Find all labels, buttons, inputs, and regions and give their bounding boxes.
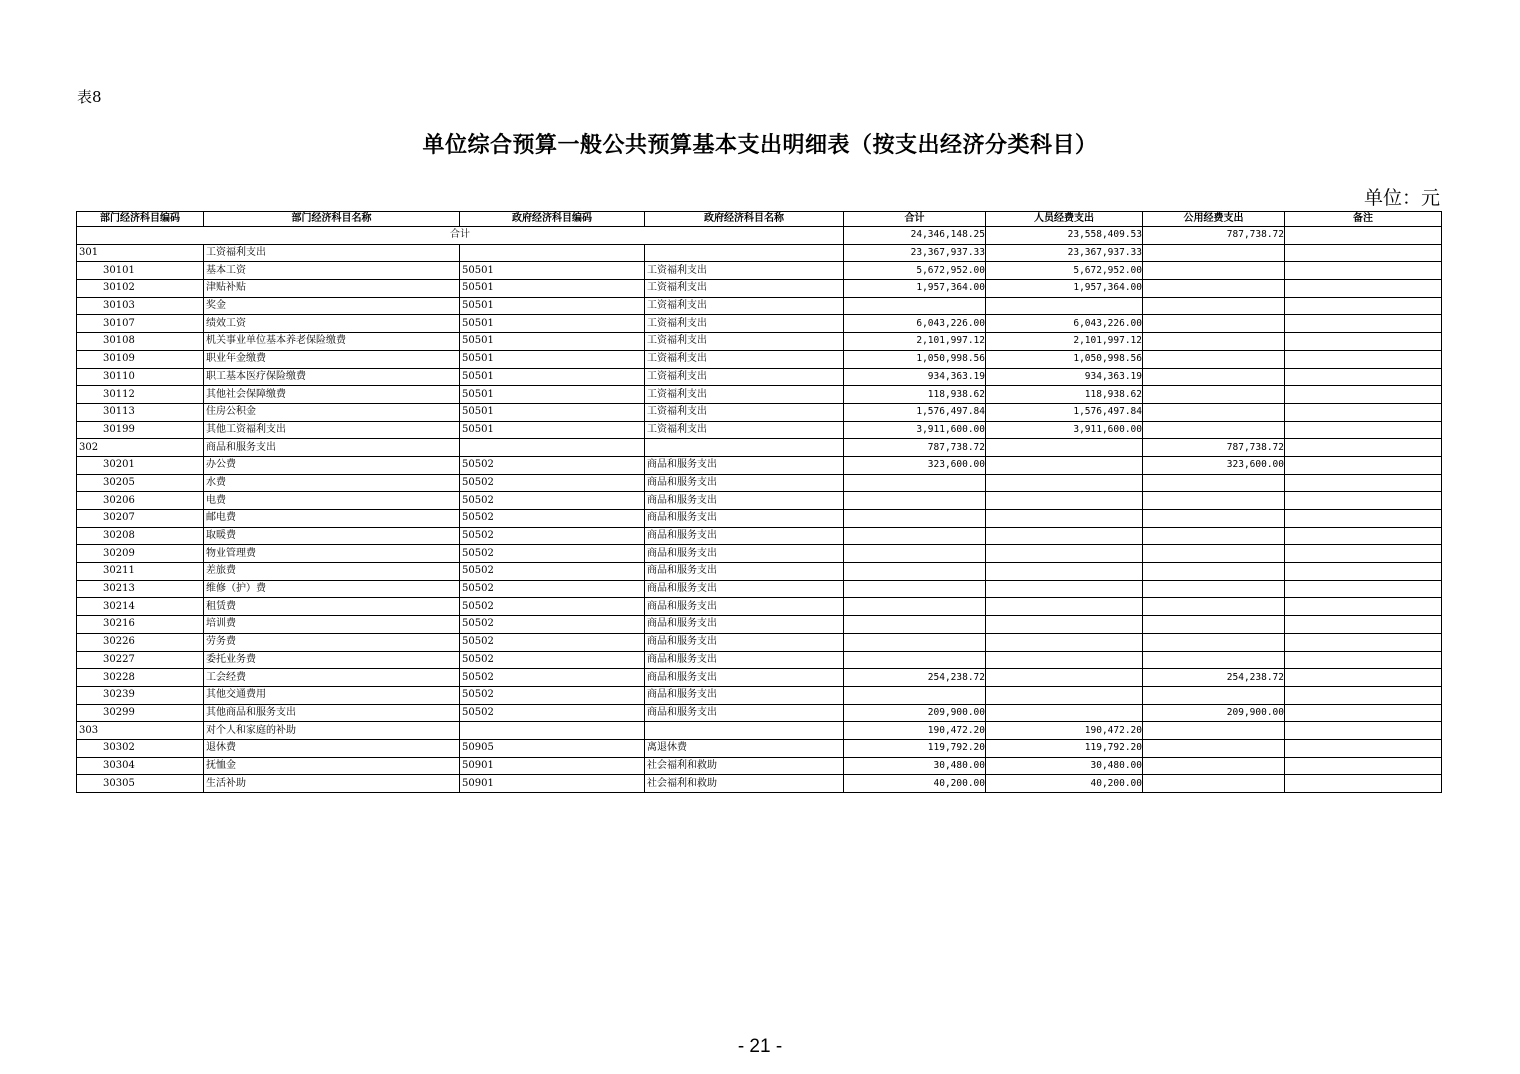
table-row (77, 350, 1442, 368)
personnel-cell (986, 563, 1143, 581)
dept-code-cell: 30302 (77, 739, 204, 757)
gov-code-cell: 50501 (460, 315, 645, 333)
note-cell (1285, 510, 1442, 528)
gov-name-cell: 工资福利支出 (645, 280, 844, 298)
note-cell (1285, 580, 1442, 598)
gov-code-cell: 50502 (460, 492, 645, 510)
public-cell (1143, 386, 1285, 404)
public-cell (1143, 722, 1285, 740)
dept-code-cell: 30213 (77, 580, 204, 598)
personnel-cell (986, 633, 1143, 651)
personnel-cell (986, 510, 1143, 528)
dept-name-cell: 水费 (204, 474, 460, 492)
dept-name-cell: 邮电费 (204, 510, 460, 528)
table-row (77, 386, 1442, 404)
gov-code-cell: 50901 (460, 775, 645, 793)
total-cell: 119,792.20 (844, 739, 986, 757)
dept-name-cell: 其他工资福利支出 (204, 421, 460, 439)
gov-name-cell: 商品和服务支出 (645, 633, 844, 651)
dept-name-cell: 培训费 (204, 616, 460, 634)
public-cell (1143, 686, 1285, 704)
public-cell: 209,900.00 (1143, 704, 1285, 722)
column-header: 部门经济科目编码 (77, 212, 204, 227)
table-row (77, 297, 1442, 315)
total-note (1285, 227, 1442, 245)
public-cell (1143, 492, 1285, 510)
public-cell (1143, 403, 1285, 421)
total-cell: 2,101,997.12 (844, 333, 986, 351)
column-header: 政府经济科目名称 (645, 212, 844, 227)
table-row (77, 669, 1442, 687)
note-cell (1285, 333, 1442, 351)
total-cell: 23,367,937.33 (844, 244, 986, 262)
note-cell (1285, 386, 1442, 404)
public-cell (1143, 244, 1285, 262)
public-cell (1143, 280, 1285, 298)
gov-code-cell: 50502 (460, 669, 645, 687)
table-row (77, 492, 1442, 510)
dept-code-cell: 30109 (77, 350, 204, 368)
note-cell (1285, 563, 1442, 581)
dept-code-cell: 30209 (77, 545, 204, 563)
dept-code-cell: 30108 (77, 333, 204, 351)
note-cell (1285, 598, 1442, 616)
column-header: 合计 (844, 212, 986, 227)
gov-name-cell: 工资福利支出 (645, 421, 844, 439)
column-header: 部门经济科目名称 (204, 212, 460, 227)
table-row (77, 262, 1442, 280)
dept-name-cell: 住房公积金 (204, 403, 460, 421)
gov-code-cell: 50501 (460, 333, 645, 351)
gov-code-cell: 50502 (460, 598, 645, 616)
public-cell (1143, 598, 1285, 616)
total-cell (844, 598, 986, 616)
dept-code-cell: 30299 (77, 704, 204, 722)
dept-code-cell: 30227 (77, 651, 204, 669)
public-cell (1143, 545, 1285, 563)
gov-code-cell (460, 439, 645, 457)
category-row (77, 439, 1442, 457)
personnel-cell: 190,472.20 (986, 722, 1143, 740)
personnel-cell: 3,911,600.00 (986, 421, 1143, 439)
note-cell (1285, 421, 1442, 439)
dept-code-cell: 30214 (77, 598, 204, 616)
table-row (77, 598, 1442, 616)
total-cell (844, 527, 986, 545)
total-cell: 1,576,497.84 (844, 403, 986, 421)
dept-code-cell: 30208 (77, 527, 204, 545)
dept-code-cell: 30206 (77, 492, 204, 510)
table-row (77, 315, 1442, 333)
personnel-cell: 5,672,952.00 (986, 262, 1143, 280)
dept-code-cell: 30110 (77, 368, 204, 386)
table-row (77, 651, 1442, 669)
dept-name-cell: 职工基本医疗保险缴费 (204, 368, 460, 386)
dept-name-cell: 奖金 (204, 297, 460, 315)
public-cell: 323,600.00 (1143, 456, 1285, 474)
gov-code-cell: 50502 (460, 545, 645, 563)
total-cell (844, 686, 986, 704)
gov-name-cell: 工资福利支出 (645, 368, 844, 386)
table-row (77, 403, 1442, 421)
total-cell: 118,938.62 (844, 386, 986, 404)
dept-code-cell: 301 (77, 244, 204, 262)
gov-code-cell: 50502 (460, 580, 645, 598)
total-cell: 323,600.00 (844, 456, 986, 474)
note-cell (1285, 527, 1442, 545)
dept-name-cell: 津贴补贴 (204, 280, 460, 298)
gov-code-cell: 50502 (460, 474, 645, 492)
note-cell (1285, 315, 1442, 333)
gov-name-cell: 商品和服务支出 (645, 510, 844, 528)
dept-code-cell: 30305 (77, 775, 204, 793)
gov-name-cell: 社会福利和救助 (645, 757, 844, 775)
dept-code-cell: 30199 (77, 421, 204, 439)
personnel-cell: 119,792.20 (986, 739, 1143, 757)
table-row (77, 333, 1442, 351)
note-cell (1285, 633, 1442, 651)
note-cell (1285, 616, 1442, 634)
note-cell (1285, 704, 1442, 722)
column-header: 人员经费支出 (986, 212, 1143, 227)
gov-code-cell: 50501 (460, 421, 645, 439)
gov-code-cell: 50501 (460, 280, 645, 298)
gov-name-cell: 商品和服务支出 (645, 580, 844, 598)
note-cell (1285, 492, 1442, 510)
gov-name-cell: 商品和服务支出 (645, 704, 844, 722)
total-cell: 5,672,952.00 (844, 262, 986, 280)
gov-code-cell: 50502 (460, 616, 645, 634)
table-row (77, 739, 1442, 757)
unit-label: 单位：元 (1363, 187, 1440, 209)
personnel-cell: 1,957,364.00 (986, 280, 1143, 298)
table-row (77, 580, 1442, 598)
total-cell: 1,050,998.56 (844, 350, 986, 368)
dept-name-cell: 商品和服务支出 (204, 439, 460, 457)
dept-code-cell: 30239 (77, 686, 204, 704)
table-row (77, 757, 1442, 775)
personnel-cell: 934,363.19 (986, 368, 1143, 386)
gov-name-cell: 商品和服务支出 (645, 563, 844, 581)
personnel-cell: 30,480.00 (986, 757, 1143, 775)
gov-name-cell: 工资福利支出 (645, 262, 844, 280)
total-row (77, 227, 1442, 245)
total-cell (844, 580, 986, 598)
table-row (77, 527, 1442, 545)
gov-code-cell: 50501 (460, 403, 645, 421)
dept-code-cell: 30226 (77, 633, 204, 651)
dept-name-cell: 职业年金缴费 (204, 350, 460, 368)
table-number-label: 表8 (77, 88, 102, 106)
dept-name-cell: 其他商品和服务支出 (204, 704, 460, 722)
total-cell: 1,957,364.00 (844, 280, 986, 298)
dept-code-cell: 302 (77, 439, 204, 457)
gov-name-cell: 工资福利支出 (645, 386, 844, 404)
gov-name-cell: 商品和服务支出 (645, 527, 844, 545)
note-cell (1285, 350, 1442, 368)
public-cell (1143, 616, 1285, 634)
total-cell: 787,738.72 (844, 439, 986, 457)
total-cell: 190,472.20 (844, 722, 986, 740)
gov-name-cell: 商品和服务支出 (645, 651, 844, 669)
personnel-cell (986, 669, 1143, 687)
gov-code-cell: 50502 (460, 686, 645, 704)
gov-code-cell: 50502 (460, 563, 645, 581)
gov-name-cell (645, 722, 844, 740)
table-row (77, 510, 1442, 528)
personnel-cell (986, 580, 1143, 598)
public-cell (1143, 262, 1285, 280)
category-row (77, 722, 1442, 740)
dept-name-cell: 基本工资 (204, 262, 460, 280)
gov-code-cell: 50502 (460, 633, 645, 651)
personnel-cell (986, 474, 1143, 492)
public-cell: 254,238.72 (1143, 669, 1285, 687)
personnel-cell (986, 545, 1143, 563)
total-cell: 30,480.00 (844, 757, 986, 775)
table-row (77, 633, 1442, 651)
public-cell (1143, 333, 1285, 351)
table-row (77, 368, 1442, 386)
personnel-cell: 1,576,497.84 (986, 403, 1143, 421)
document-title: 单位综合预算一般公共预算基本支出明细表（按支出经济分类科目） (422, 132, 1098, 158)
page-number: - 21 - (737, 1036, 783, 1057)
public-cell (1143, 775, 1285, 793)
public-cell (1143, 350, 1285, 368)
total-personnel: 23,558,409.53 (986, 227, 1143, 245)
dept-code-cell: 30211 (77, 563, 204, 581)
dept-code-cell: 30216 (77, 616, 204, 634)
total-cell: 3,911,600.00 (844, 421, 986, 439)
gov-code-cell: 50501 (460, 262, 645, 280)
gov-code-cell: 50502 (460, 510, 645, 528)
gov-name-cell: 社会福利和救助 (645, 775, 844, 793)
dept-code-cell: 303 (77, 722, 204, 740)
personnel-cell (986, 686, 1143, 704)
dept-code-cell: 30101 (77, 262, 204, 280)
public-cell (1143, 757, 1285, 775)
personnel-cell (986, 598, 1143, 616)
table-row (77, 563, 1442, 581)
gov-name-cell: 商品和服务支出 (645, 616, 844, 634)
note-cell (1285, 669, 1442, 687)
table-row (77, 686, 1442, 704)
dept-name-cell: 取暖费 (204, 527, 460, 545)
total-cell (844, 492, 986, 510)
note-cell (1285, 262, 1442, 280)
gov-name-cell: 商品和服务支出 (645, 456, 844, 474)
total-label: 合计 (77, 227, 844, 245)
dept-name-cell: 劳务费 (204, 633, 460, 651)
dept-code-cell: 30103 (77, 297, 204, 315)
public-cell (1143, 580, 1285, 598)
budget-table (76, 211, 1442, 793)
dept-code-cell: 30228 (77, 669, 204, 687)
personnel-cell: 23,367,937.33 (986, 244, 1143, 262)
personnel-cell (986, 297, 1143, 315)
public-cell (1143, 739, 1285, 757)
gov-name-cell: 商品和服务支出 (645, 545, 844, 563)
gov-name-cell: 商品和服务支出 (645, 669, 844, 687)
personnel-cell: 1,050,998.56 (986, 350, 1143, 368)
personnel-cell: 118,938.62 (986, 386, 1143, 404)
personnel-cell (986, 527, 1143, 545)
column-header: 政府经济科目编码 (460, 212, 645, 227)
gov-name-cell: 商品和服务支出 (645, 492, 844, 510)
dept-code-cell: 30112 (77, 386, 204, 404)
public-cell (1143, 651, 1285, 669)
note-cell (1285, 722, 1442, 740)
public-cell (1143, 510, 1285, 528)
dept-code-cell: 30107 (77, 315, 204, 333)
dept-name-cell: 抚恤金 (204, 757, 460, 775)
total-cell (844, 545, 986, 563)
note-cell (1285, 280, 1442, 298)
dept-name-cell: 其他交通费用 (204, 686, 460, 704)
gov-name-cell: 商品和服务支出 (645, 598, 844, 616)
note-cell (1285, 757, 1442, 775)
note-cell (1285, 686, 1442, 704)
total-cell: 254,238.72 (844, 669, 986, 687)
personnel-cell (986, 456, 1143, 474)
dept-name-cell: 工资福利支出 (204, 244, 460, 262)
note-cell (1285, 439, 1442, 457)
dept-code-cell: 30201 (77, 456, 204, 474)
total-cell: 6,043,226.00 (844, 315, 986, 333)
table-row (77, 616, 1442, 634)
gov-code-cell: 50905 (460, 739, 645, 757)
gov-name-cell: 工资福利支出 (645, 403, 844, 421)
gov-name-cell (645, 244, 844, 262)
public-cell (1143, 368, 1285, 386)
note-cell (1285, 739, 1442, 757)
dept-name-cell: 生活补助 (204, 775, 460, 793)
gov-code-cell: 50501 (460, 368, 645, 386)
gov-code-cell: 50501 (460, 386, 645, 404)
dept-code-cell: 30102 (77, 280, 204, 298)
table-row (77, 456, 1442, 474)
note-cell (1285, 651, 1442, 669)
total-cell (844, 651, 986, 669)
total-cell: 40,200.00 (844, 775, 986, 793)
note-cell (1285, 403, 1442, 421)
table-row (77, 704, 1442, 722)
dept-name-cell: 委托业务费 (204, 651, 460, 669)
note-cell (1285, 297, 1442, 315)
gov-code-cell: 50501 (460, 350, 645, 368)
gov-code-cell: 50901 (460, 757, 645, 775)
dept-code-cell: 30207 (77, 510, 204, 528)
total-cell (844, 563, 986, 581)
dept-name-cell: 物业管理费 (204, 545, 460, 563)
gov-name-cell: 商品和服务支出 (645, 474, 844, 492)
gov-name-cell: 工资福利支出 (645, 333, 844, 351)
table-row (77, 474, 1442, 492)
personnel-cell (986, 704, 1143, 722)
column-header: 公用经费支出 (1143, 212, 1285, 227)
dept-name-cell: 电费 (204, 492, 460, 510)
personnel-cell (986, 616, 1143, 634)
table-row (77, 775, 1442, 793)
dept-name-cell: 工会经费 (204, 669, 460, 687)
table-row (77, 421, 1442, 439)
gov-name-cell (645, 439, 844, 457)
dept-name-cell: 办公费 (204, 456, 460, 474)
column-header: 备注 (1285, 212, 1442, 227)
note-cell (1285, 244, 1442, 262)
total-cell (844, 616, 986, 634)
public-cell: 787,738.72 (1143, 439, 1285, 457)
personnel-cell: 6,043,226.00 (986, 315, 1143, 333)
dept-name-cell: 差旅费 (204, 563, 460, 581)
personnel-cell: 40,200.00 (986, 775, 1143, 793)
personnel-cell (986, 492, 1143, 510)
note-cell (1285, 368, 1442, 386)
gov-code-cell: 50502 (460, 704, 645, 722)
dept-name-cell: 其他社会保障缴费 (204, 386, 460, 404)
personnel-cell (986, 439, 1143, 457)
total-public: 787,738.72 (1143, 227, 1285, 245)
gov-code-cell: 50502 (460, 456, 645, 474)
table-header-row (77, 212, 1442, 227)
dept-code-cell: 30113 (77, 403, 204, 421)
public-cell (1143, 315, 1285, 333)
dept-name-cell: 维修（护）费 (204, 580, 460, 598)
total-cell (844, 474, 986, 492)
note-cell (1285, 474, 1442, 492)
gov-name-cell: 工资福利支出 (645, 315, 844, 333)
gov-code-cell: 50502 (460, 527, 645, 545)
gov-name-cell: 离退休费 (645, 739, 844, 757)
dept-name-cell: 租赁费 (204, 598, 460, 616)
table-row (77, 545, 1442, 563)
dept-code-cell: 30205 (77, 474, 204, 492)
dept-name-cell: 对个人和家庭的补助 (204, 722, 460, 740)
total-amount: 24,346,148.25 (844, 227, 986, 245)
total-cell: 209,900.00 (844, 704, 986, 722)
total-cell (844, 510, 986, 528)
public-cell (1143, 527, 1285, 545)
public-cell (1143, 563, 1285, 581)
public-cell (1143, 421, 1285, 439)
note-cell (1285, 775, 1442, 793)
dept-name-cell: 机关事业单位基本养老保险缴费 (204, 333, 460, 351)
personnel-cell (986, 651, 1143, 669)
total-cell (844, 633, 986, 651)
gov-name-cell: 工资福利支出 (645, 297, 844, 315)
total-cell (844, 297, 986, 315)
gov-name-cell: 商品和服务支出 (645, 686, 844, 704)
note-cell (1285, 545, 1442, 563)
gov-code-cell: 50502 (460, 651, 645, 669)
category-row (77, 244, 1442, 262)
public-cell (1143, 297, 1285, 315)
gov-code-cell (460, 244, 645, 262)
note-cell (1285, 456, 1442, 474)
gov-code-cell: 50501 (460, 297, 645, 315)
dept-code-cell: 30304 (77, 757, 204, 775)
gov-code-cell (460, 722, 645, 740)
public-cell (1143, 633, 1285, 651)
public-cell (1143, 474, 1285, 492)
dept-name-cell: 退休费 (204, 739, 460, 757)
personnel-cell: 2,101,997.12 (986, 333, 1143, 351)
dept-name-cell: 绩效工资 (204, 315, 460, 333)
gov-name-cell: 工资福利支出 (645, 350, 844, 368)
table-row (77, 280, 1442, 298)
total-cell: 934,363.19 (844, 368, 986, 386)
